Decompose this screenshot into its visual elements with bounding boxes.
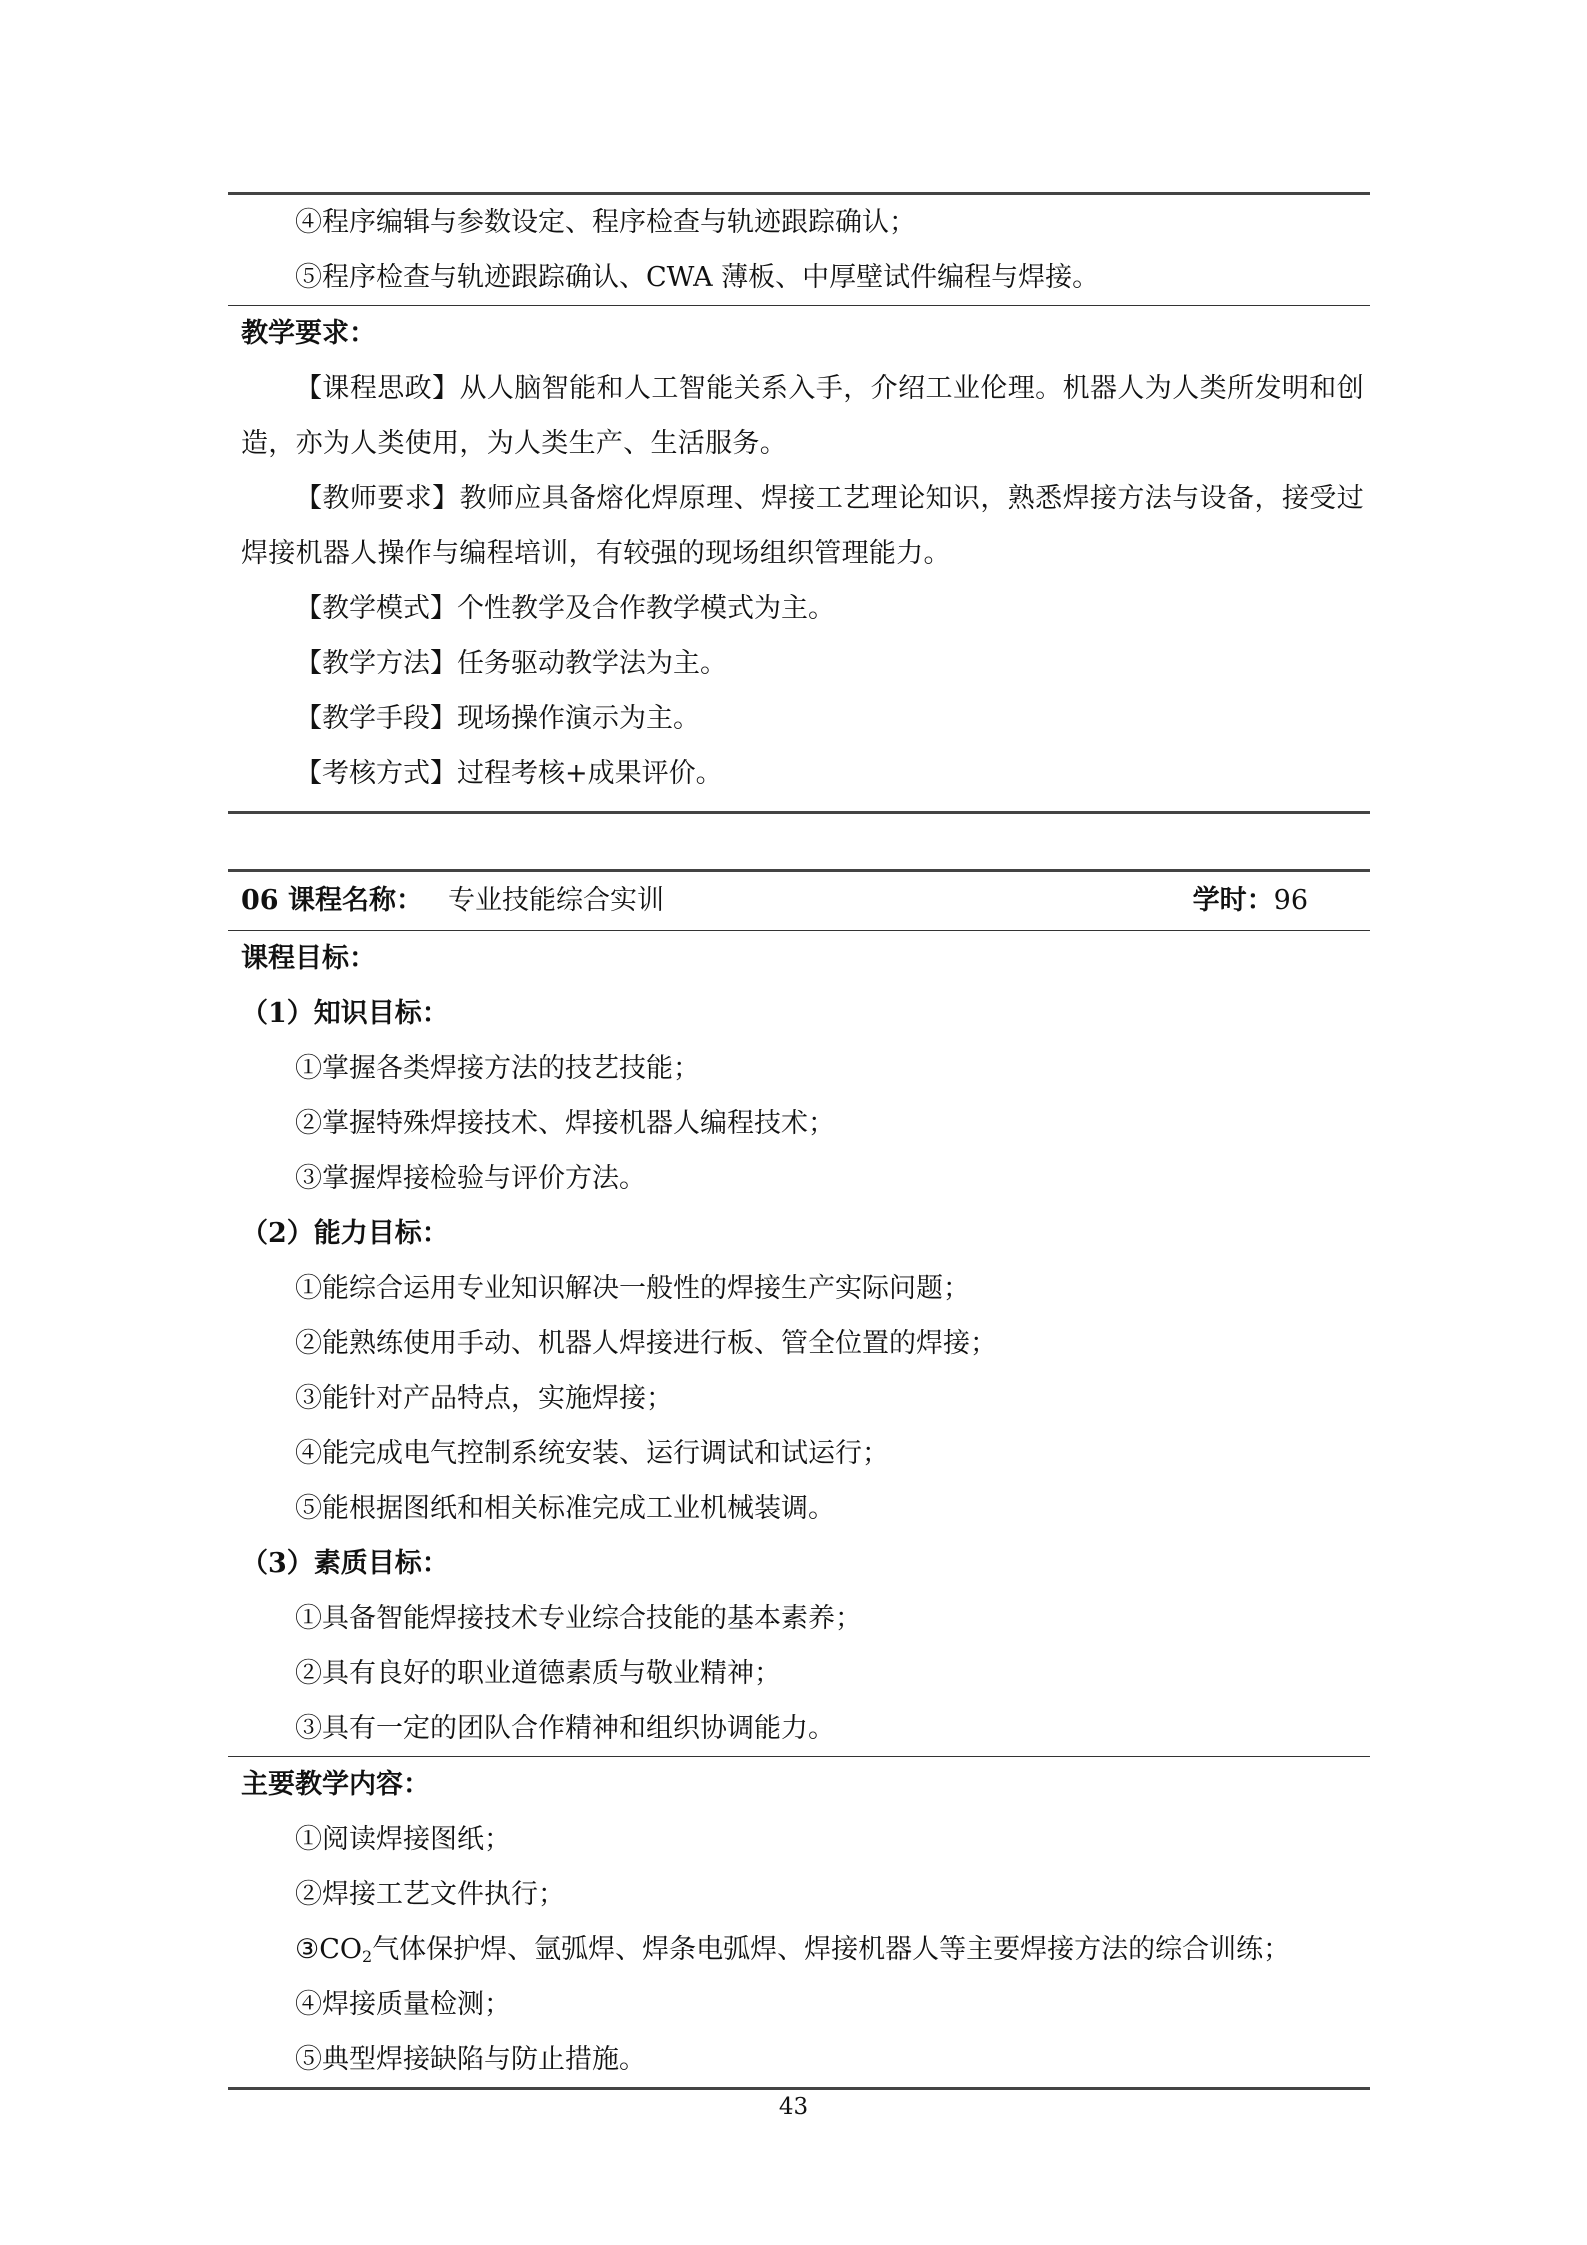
requirement-ideology: 【课程思政】从人脑智能和人工智能关系入手，介绍工业伦理。机器人为人类所发明和创造，亦为人类使用，为人类生产、生活服务。 xyxy=(241,373,1364,459)
quality-item: ②具有良好的职业道德素质与敬业精神； xyxy=(295,1658,781,1689)
knowledge-heading: （1）知识目标： xyxy=(241,998,449,1029)
content-item-3-prefix: ③CO xyxy=(295,1934,362,1965)
course-table-bottom-rule xyxy=(228,2087,1370,2090)
quality-heading: （3）素质目标： xyxy=(241,1548,449,1579)
ability-item: ⑤能根据图纸和相关标准完成工业机械装调。 xyxy=(295,1493,835,1524)
quality-item: ①具备智能焊接技术专业综合技能的基本素养； xyxy=(295,1603,862,1634)
goals-heading: 课程目标： xyxy=(241,943,376,974)
page-number: 43 xyxy=(778,2094,809,2120)
ability-item: ②能熟练使用手动、机器人焊接进行板、管全位置的焊接； xyxy=(295,1328,997,1359)
quality-item: ③具有一定的团队合作精神和组织协调能力。 xyxy=(295,1713,835,1744)
content-item-5: ⑤典型焊接缺陷与防止措施。 xyxy=(295,2044,646,2075)
requirement-assessment: 【考核方式】过程考核+成果评价。 xyxy=(295,758,723,789)
content-item-1: ①阅读焊接图纸； xyxy=(295,1824,511,1855)
course-header-row xyxy=(228,872,1370,930)
requirement-teacher: 【教师要求】教师应具备熔化焊原理、焊接工艺理论知识，熟悉焊接方法与设备，接受过焊接机器人操作与编程培训，有较强的现场组织管理能力。 xyxy=(241,483,1364,569)
knowledge-item: ①掌握各类焊接方法的技艺技能； xyxy=(295,1053,700,1084)
content-item-3 xyxy=(228,1922,1370,1977)
content-heading: 主要教学内容： xyxy=(241,1769,430,1800)
content-item-4: ④程序编辑与参数设定、程序检查与轨迹跟踪确认； xyxy=(295,207,916,238)
ability-item: ③能针对产品特点，实施焊接； xyxy=(295,1383,673,1414)
hours-label: 学时： xyxy=(1192,885,1274,916)
requirements-heading: 教学要求： xyxy=(241,318,376,349)
course-name-value: 专业技能综合实训 xyxy=(448,885,664,916)
course-name-label: 06 课程名称： xyxy=(241,885,423,916)
content-item-4: ④焊接质量检测； xyxy=(295,1989,511,2020)
ability-item: ④能完成电气控制系统安装、运行调试和试运行； xyxy=(295,1438,889,1469)
requirement-means: 【教学手段】现场操作演示为主。 xyxy=(295,703,700,734)
requirement-mode: 【教学模式】个性教学及合作教学模式为主。 xyxy=(295,593,835,624)
knowledge-item: ③掌握焊接检验与评价方法。 xyxy=(295,1163,646,1194)
hours-value: 96 xyxy=(1273,885,1308,916)
page-body xyxy=(228,192,1370,2090)
content-item-3-rest: 气体保护焊、氩弧焊、焊条电弧焊、焊接机器人等主要焊接方法的综合训练； xyxy=(372,1934,1291,1965)
course-hours xyxy=(1193,872,1308,930)
content-item-2: ②焊接工艺文件执行； xyxy=(295,1879,565,1910)
ability-item: ①能综合运用专业知识解决一般性的焊接生产实际问题； xyxy=(295,1273,970,1304)
content-item-5: ⑤程序检查与轨迹跟踪确认、CWA 薄板、中厚壁试件编程与焊接。 xyxy=(295,262,1100,293)
requirement-method: 【教学方法】任务驱动教学法为主。 xyxy=(295,648,727,679)
knowledge-item: ②掌握特殊焊接技术、焊接机器人编程技术； xyxy=(295,1108,835,1139)
ability-heading: （2）能力目标： xyxy=(241,1218,449,1249)
content-item-3-subscript: 2 xyxy=(362,1947,373,1966)
